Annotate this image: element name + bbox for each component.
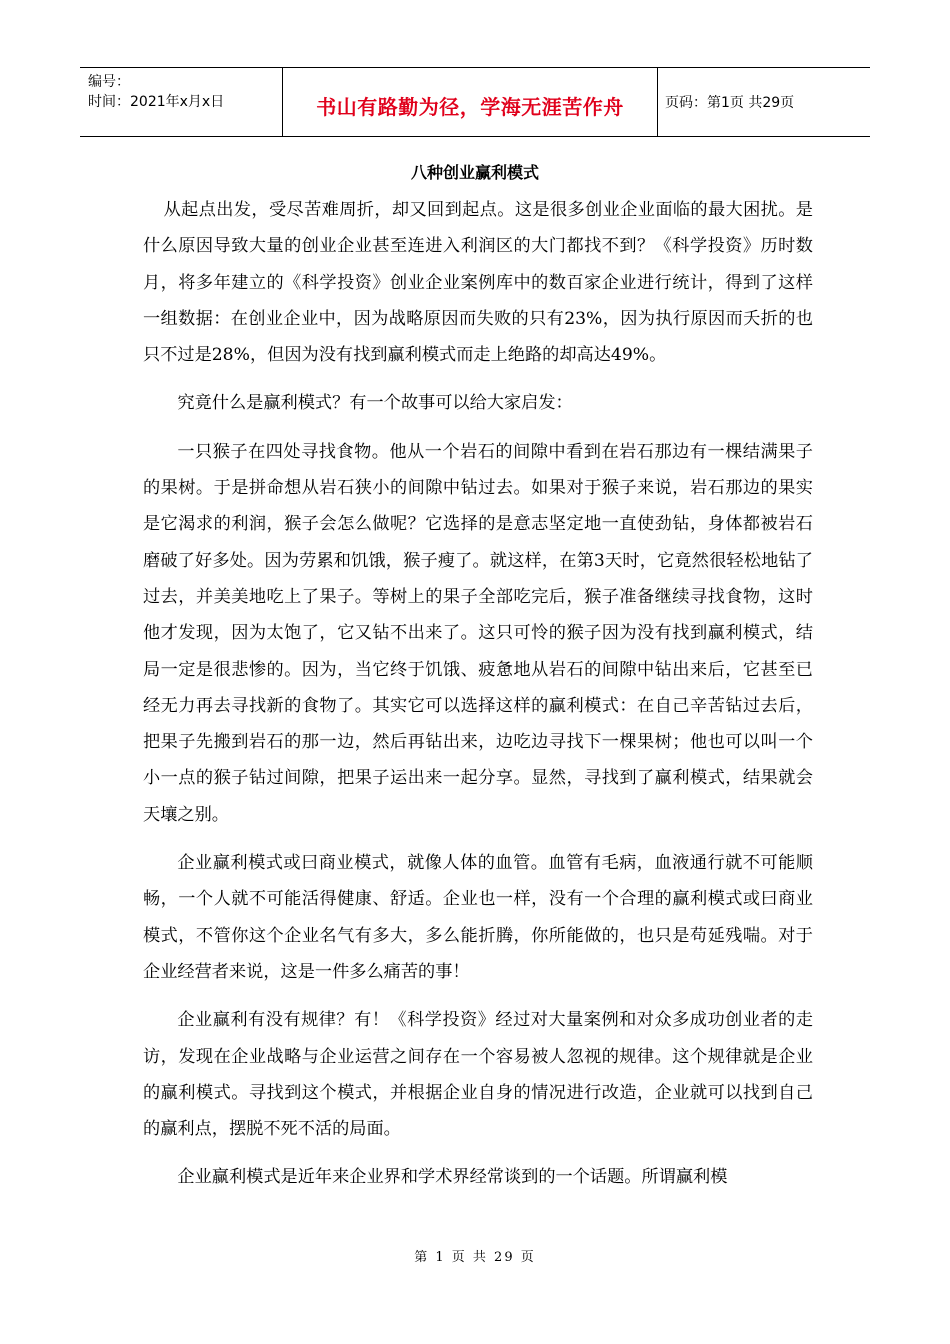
header-page-label: 页码：第1页 共29页 <box>665 95 795 111</box>
header-motto: 书山有路勤为径，学海无涯苦作舟 <box>316 94 624 119</box>
paragraph-3: 一只猴子在四处寻找食物。他从一个岩石的间隙中看到在岩石那边有一棵结满果子的果树。于是拼命想从岩石狭小的间隙中钻过去。如果对于猴子来说，岩石那边的果实是它渴求的利润，猴子会怎么做呢？它选择的是意志坚定地一直使劲钻，身体都被岩石磨破了好多处。因为劳累和饥饿，猴子瘦了。就这样，在第3天时，它竟然很轻松地钻了过去，并美美地吃上了果子。等树上的果子全部吃完后，猴子准备继续寻找食物，这时他才发现，因为太饱了，它又钻不出来了。这只可怜的猴子因为没有找到赢利模式，结局一定是很悲惨的。因为，当它终于饥饿、疲惫地从岩石的间隙中钻出来后，它甚至已经无力再去寻找新的食物了。其实它可以选择这样的赢利模式：在自己辛苦钻过去后，把果子先搬到岩石的那一边，然后再钻出来，边吃边寻找下一棵果树；他也可以叫一个小一点的猴子钻过间隙，把果子运出来一起分享。显然，寻找到了赢利模式，结果就会天壤之别。 <box>143 441 813 825</box>
page-footer: 第 1 页 共 29 页 <box>414 1250 536 1265</box>
document-title: 八种创业赢利模式 <box>410 163 539 182</box>
paragraph-5: 企业赢利有没有规律？有！《科学投资》经过对大量案例和对众多成功创业者的走访，发现在企业战略与企业运营之间存在一个容易被人忽视的规律。这个规律就是企业的赢利模式。寻找到这个模式，并根据企业自身的情况进行改造，企业就可以找到自己的赢利点，摆脱不死不活的局面。 <box>143 1010 813 1140</box>
paragraph-1: 从起点出发，受尽苦难周折，却又回到起点。这是很多创业企业面临的最大困扰。是什么原因导致大量的创业企业甚至连进入利润区的大门都找不到？《科学投资》历时数月，将多年建立的《科学投资》创业企业案例库中的数百家企业进行统计，得到了这样一组数据：在创业企业中，因为战略原因而失败的只有23%，因为执行原因而夭折的也只不过是28%，但因为没有找到赢利模式而走上绝路的却高达49%。 <box>143 200 813 366</box>
header-motto-cell <box>283 68 658 136</box>
document-date-label: 时间：2021年x月x日 <box>88 94 225 110</box>
document-body <box>143 192 813 1208</box>
paragraph-4: 企业赢利模式或曰商业模式，就像人体的血管。血管有毛病，血液通行就不可能顺畅，一个人就不可能活得健康、舒适。企业也一样，没有一个合理的赢利模式或曰商业模式，不管你这个企业名气有多大，多么能折腾，你所能做的，也只是苟延残喘。对于企业经营者来说，这是一件多么痛苦的事！ <box>143 853 813 982</box>
document-number-label: 编号： <box>88 74 130 90</box>
header-table <box>80 67 870 137</box>
paragraph-2: 究竟什么是赢利模式？有一个故事可以给大家启发： <box>177 393 573 414</box>
header-page-cell <box>658 68 870 136</box>
header-meta-cell <box>80 68 283 136</box>
paragraph-6: 企业赢利模式是近年来企业界和学术界经常谈到的一个话题。所谓赢利模 <box>177 1167 728 1188</box>
